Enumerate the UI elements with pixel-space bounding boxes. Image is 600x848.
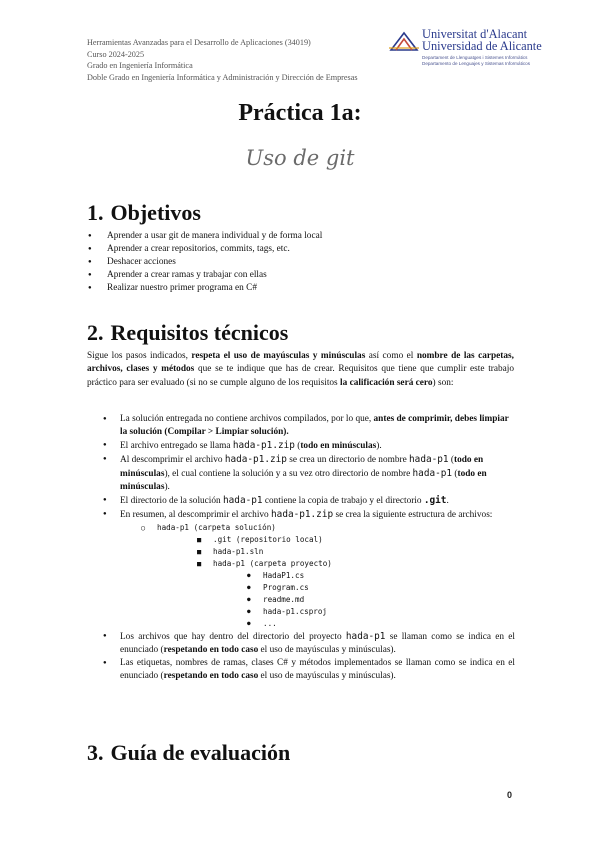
header-line-year: Curso 2024-2025 <box>87 49 145 59</box>
code-run: hada-p1.zip <box>271 509 334 520</box>
tree-item-git: ■ .git (repositorio local) <box>197 534 515 546</box>
section-number: 2. <box>87 320 104 345</box>
tree-item-file: ● hada-p1.csproj <box>247 606 515 618</box>
requirement-item <box>103 494 515 508</box>
university-logo <box>389 28 579 68</box>
file-tree <box>141 522 515 630</box>
text-run: El directorio de la solución <box>120 496 224 506</box>
text-run: se crea la siguiente estructura de archivos: <box>333 510 493 520</box>
list-item: ● Aprender a crear repositorios, commits, tags, etc. <box>87 243 527 256</box>
list-item: ● Realizar nuestro primer programa en C# <box>87 282 527 295</box>
code-run: hada-p1.zip <box>224 454 287 465</box>
page-number: 0 <box>507 790 513 800</box>
tree-item-file: ● readme.md <box>247 594 515 606</box>
code-run: hada-p1 <box>409 454 449 465</box>
text-run: El archivo entregado se llama <box>120 441 233 451</box>
bold-run: respetando en todo caso <box>163 645 259 655</box>
section-heading-requisitos <box>87 320 288 346</box>
requirement-item <box>103 453 515 494</box>
tree-item-project-folder <box>197 558 515 630</box>
requirement-item <box>103 439 515 453</box>
text-run: se crea un directorio de nombre <box>286 455 410 465</box>
list-item: ● Aprender a usar git de manera individual y de forma local <box>87 230 527 243</box>
bold-run: la calificación será cero <box>340 377 433 388</box>
university-emblem-icon <box>389 30 419 52</box>
page-title: Práctica 1a: <box>238 100 362 126</box>
bold-run: antes de comprimir, debes limpiar la solución (Compilar > Limpiar solución). <box>120 414 509 437</box>
section-title: Objetivos <box>110 200 201 225</box>
text-run: En resumen, al descomprimir el archivo <box>120 510 272 520</box>
text-run: ( <box>294 441 301 451</box>
section-heading-objetivos <box>87 200 201 226</box>
tree-label: hada-p1 (carpeta proyecto) <box>213 559 332 568</box>
header-line-subject: Herramientas Avanzadas para el Desarrollo de Aplicaciones (34019) <box>87 38 311 47</box>
text-run: se llaman como se indica en el enunciado ( <box>120 632 515 655</box>
text-run: ( <box>448 455 454 465</box>
list-item: ● Deshacer acciones <box>87 256 527 269</box>
university-name-valencian: Universitat d'Alacant <box>422 27 528 41</box>
section-number: 3. <box>87 740 104 765</box>
department-name-spanish: Departamento de Lenguajes y Sistemas Informáticos <box>422 60 531 66</box>
section-title: Requisitos técnicos <box>110 320 289 345</box>
section-title: Guía de evaluación <box>110 740 291 765</box>
university-name <box>422 28 542 53</box>
requirements-list <box>103 413 515 683</box>
bold-run: respetando en todo caso <box>163 671 259 681</box>
header-line-degree: Grado en Ingeniería Informática <box>87 61 193 71</box>
requirement-item <box>103 413 515 439</box>
text-run: La solución entregada no contiene archivos compilados, por lo que, <box>120 414 374 424</box>
tree-item-file: ● HadaP1.cs <box>247 570 515 582</box>
requirement-item <box>103 657 515 683</box>
code-run: hada-p1 <box>223 495 263 506</box>
text-run: así como el <box>365 351 417 361</box>
text-run: ( <box>452 469 458 479</box>
text-run: Sigue los pasos indicados, <box>87 351 192 361</box>
bold-run: nombre de las carpetas, archivos, clases y métodos <box>87 351 514 375</box>
requirements-intro <box>87 350 514 390</box>
text-run: el uso de mayúsculas y minúsculas). <box>258 671 396 681</box>
requirement-item <box>103 508 515 630</box>
page-subtitle: Uso de git <box>245 146 355 170</box>
text-run: contiene la copia de trabajo y el directorio <box>262 496 424 506</box>
list-item: ● Aprender a crear ramas y trabajar con ellas <box>87 269 527 282</box>
course-header <box>87 37 407 83</box>
objectives-list <box>87 230 527 295</box>
code-run: hada-p1.zip <box>232 440 295 451</box>
code-run: hada-p1 <box>345 631 386 642</box>
text-run: que se te indique que has de crear. Requisitos que tiene que cumplir este trabajo práctico para ser evaluado (si no se cumple alguno de los requisitos <box>87 364 515 388</box>
text-run: Las etiquetas, nombres de ramas, clases C# y métodos implementados se llaman como se indica en el enunciado ( <box>120 658 515 681</box>
text-run: Al descomprimir el archivo <box>120 455 225 465</box>
file-tree-level2 <box>197 534 515 630</box>
bold-run: todo en minúsculas <box>300 441 377 451</box>
text-run: ). <box>376 441 382 451</box>
section-heading-guia-evaluacion <box>87 740 290 766</box>
department-name <box>422 55 530 66</box>
bold-run: todo en minúsculas <box>120 455 484 479</box>
text-run: ) son: <box>432 377 454 388</box>
requirement-item <box>103 630 515 657</box>
text-run: ), el cual contiene la solución y a su vez otro directorio de nombre <box>164 469 413 479</box>
text-run: ). <box>164 482 170 492</box>
tree-item-file: ● ... <box>247 618 515 630</box>
bold-run: respeta el uso de mayúsculas y minúsculas <box>191 351 366 361</box>
department-name-valencian: Departament de Llenguatges i Sistemes Informàtics <box>422 55 528 60</box>
header-line-double-degree: Doble Grado en Ingeniería Informática y Administración y Dirección de Empresas <box>87 72 358 82</box>
section-number: 1. <box>87 200 104 225</box>
tree-item-file: ● Program.cs <box>247 582 515 594</box>
tree-label: hada-p1 (carpeta solución) <box>157 523 276 532</box>
text-run: . <box>446 496 449 506</box>
university-name-spanish: Universidad de Alicante <box>422 39 542 54</box>
code-run: hada-p1 <box>412 468 453 479</box>
tree-item-solution-folder <box>141 522 515 630</box>
bold-code-run: .git <box>423 495 447 506</box>
tree-item-sln: ■ hada-p1.sln <box>197 546 515 558</box>
file-tree-level3 <box>247 570 515 630</box>
text-run: el uso de mayúsculas y minúsculas). <box>258 645 396 655</box>
text-run: Los archivos que hay dentro del directorio del proyecto <box>120 632 346 642</box>
bold-run: todo en minúsculas <box>120 469 487 492</box>
